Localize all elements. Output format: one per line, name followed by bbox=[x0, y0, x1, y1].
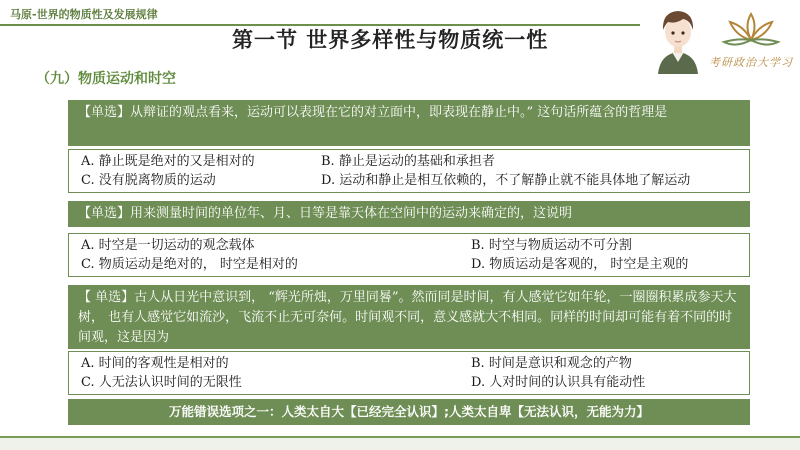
question-1-stem bbox=[68, 100, 750, 146]
question-2-option-c[interactable]: C. 物质运动是绝对的， 时空是相对的 bbox=[81, 257, 298, 272]
question-1-option-a[interactable]: A. 静止既是绝对的又是相对的 bbox=[81, 154, 255, 169]
question-1-options bbox=[68, 149, 750, 193]
question-3-option-b[interactable]: B. 时间是意识和观念的产物 bbox=[471, 356, 632, 371]
question-3-option-d[interactable]: D. 人对时间的认识具有能动性 bbox=[471, 375, 646, 390]
question-1-option-b[interactable]: B. 静止是运动的基础和承担者 bbox=[321, 154, 495, 169]
question-1-option-d[interactable]: D. 运动和静止是相互依赖的，不了解静止就不能具体地了解运动 bbox=[321, 173, 691, 188]
question-2-option-a[interactable]: A. 时空是一切运动的观念载体 bbox=[81, 238, 255, 253]
question-2-stem bbox=[68, 201, 750, 227]
tip-banner: 万能错误选项之一：人类太自大【已经完全认识】;人类太自卑【无法认识，无能为力】 bbox=[68, 399, 750, 425]
question-2-stem-text: 【单选】用来测量时间的单位年、月、日等是靠天体在空间中的运动来确定的，这说明 bbox=[78, 206, 573, 221]
teacher-avatar bbox=[650, 4, 706, 74]
question-3-option-c[interactable]: C. 人无法认识时间的无限性 bbox=[81, 375, 242, 390]
question-3-option-a[interactable]: A. 时间的客观性是相对的 bbox=[81, 356, 229, 371]
question-2-options bbox=[68, 233, 750, 277]
bottom-stripe bbox=[0, 436, 800, 438]
question-3-stem bbox=[68, 285, 750, 349]
section-title: （九）物质运动和时空 bbox=[36, 71, 176, 87]
logo-text: 考研政治大学习 bbox=[709, 56, 793, 69]
question-3-options bbox=[68, 351, 750, 395]
question-1-option-c[interactable]: C. 没有脱离物质的运动 bbox=[81, 173, 216, 188]
course-tag: 马原-世界的物质性及发展规律 bbox=[10, 8, 158, 21]
bottom-strip bbox=[0, 436, 800, 450]
lotus-icon bbox=[706, 8, 796, 54]
brand-logo bbox=[706, 8, 796, 74]
question-1-stem-text: 【单选】从辩证的观点看来，运动可以表现在它的对立面中，即表现在静止中。” 这句话所蕴含的哲理是 bbox=[78, 105, 668, 120]
question-2-option-d[interactable]: D. 物质运动是客观的， 时空是主观的 bbox=[471, 257, 689, 272]
question-3-stem-text: 【 单选】古人从日光中意识到， “辉光所烛，万里同晷”。然而同是时间，有人感觉它如年轮，一圈圈积累成参天大树， 也有人感觉它如流沙，飞流不止无可奈何。时间观不同，意义感就大不相同。同样的时间却可能有着不同的时间观，这是因为 bbox=[78, 290, 737, 345]
page-title: 第一节 世界多样性与物质统一性 bbox=[232, 28, 549, 52]
question-2-option-b[interactable]: B. 时空与物质运动不可分割 bbox=[471, 238, 632, 253]
